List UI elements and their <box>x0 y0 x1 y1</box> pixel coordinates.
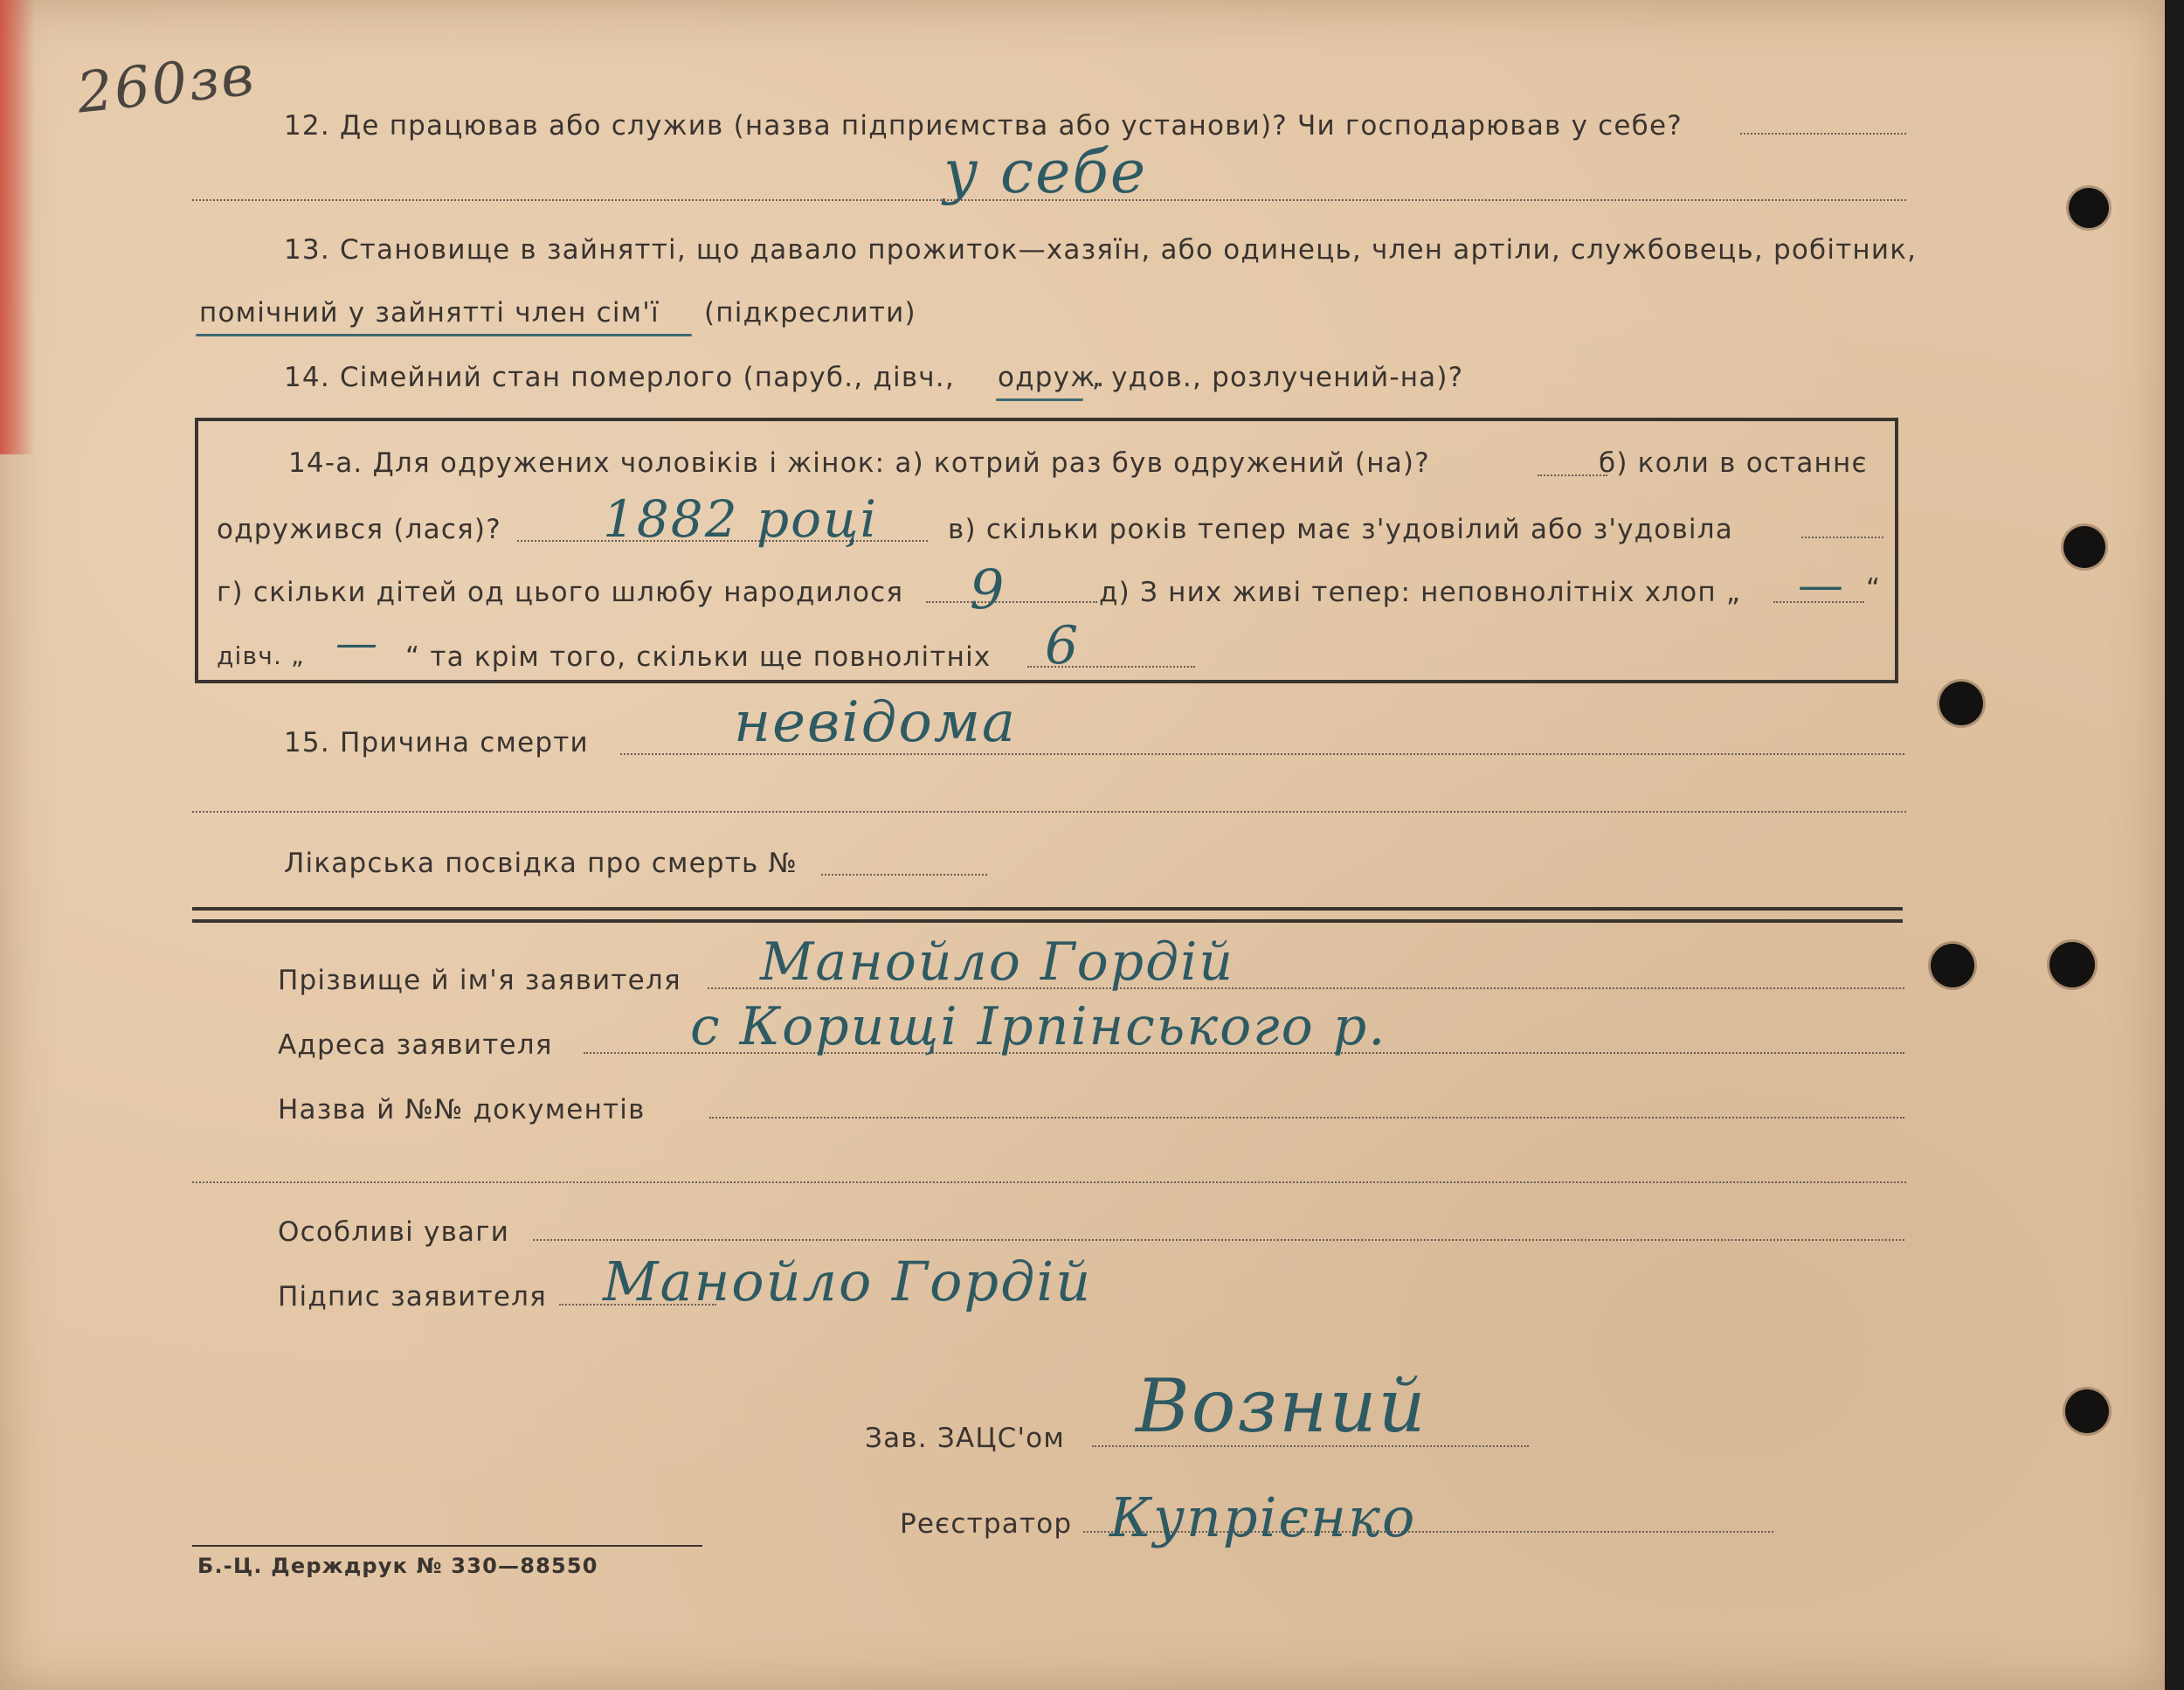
q14a-answer-adults: 6 <box>1045 615 1081 676</box>
q12-line-end <box>1740 133 1906 135</box>
imprint-rule <box>192 1545 702 1547</box>
remarks-line <box>533 1239 1904 1241</box>
punch-hole <box>2065 1389 2109 1433</box>
q14a-line3-a: г) скільки дітей од цього шлюбу народилося <box>217 577 904 608</box>
q14a-children-line <box>926 601 1097 603</box>
q15-label: 15. Причина смерти <box>284 727 589 758</box>
punch-hole <box>2049 942 2095 987</box>
medical-cert-line <box>821 874 987 876</box>
q14-underline-mark <box>996 398 1083 401</box>
registrar-label: Реєстратор <box>900 1508 1073 1540</box>
q15-line-2 <box>192 811 1906 813</box>
separator-rule-1 <box>192 907 1903 911</box>
q14a-answer-boys: — <box>1798 559 1845 612</box>
applicant-documents-line-2 <box>192 1181 1906 1183</box>
q14a-line3-c: “ <box>1866 573 1882 605</box>
q14a-line4-a: дівч. „ <box>217 641 305 670</box>
q13-label-line1: 13. Становище в зайнятті, що давало прожиток—хазяїн, або одинець, член артіли, службовець, робітник, <box>284 234 1918 266</box>
applicant-signature-label: Підпис заявителя <box>278 1281 548 1313</box>
q14a-line3-b: д) З них живі тепер: неповнолітніх хлоп „ <box>1099 577 1742 608</box>
q14a-line2-b: в) скільки років тепер має з'удовілий або з'удовіла <box>948 514 1733 545</box>
q13-underlined-option: помічний у зайнятті член сім'ї <box>199 297 660 329</box>
q14-underlined-option: одруж. <box>998 362 1106 393</box>
q14a-line4-b: “ та крім того, скільки ще повнолітніх <box>405 641 992 673</box>
q14a-years-line <box>1801 537 1883 538</box>
q14a-times-married-line <box>1538 474 1607 476</box>
applicant-signature-value: Манойло Гордій <box>603 1250 1093 1313</box>
q13-underline-mark <box>196 334 692 336</box>
punch-hole <box>2063 526 2105 568</box>
applicant-address-value: с Корищі Ірпінського р. <box>690 996 1387 1057</box>
separator-rule-2 <box>192 919 1903 923</box>
red-edge-stain <box>0 0 35 454</box>
q14a-answer-children: 9 <box>970 558 1006 621</box>
applicant-name-label: Прізвище й ім'я заявителя <box>278 965 681 996</box>
applicant-documents-line <box>709 1117 1904 1119</box>
punch-hole <box>2069 188 2109 228</box>
q13-label-rest: (підкреслити) <box>704 297 916 329</box>
q14a-answer-year: 1882 році <box>603 489 879 549</box>
q12-label: 12. Де працював або служив (назва підприємства або установи)? Чи господарював у себе? <box>284 110 1683 142</box>
q14a-answer-girls: — <box>335 619 379 668</box>
q14a-line1-a: 14-а. Для одружених чоловіків і жінок: а) котрий раз був одружений (на)? <box>288 447 1430 479</box>
printer-imprint: Б.-Ц. Держдрук № 330—88550 <box>197 1554 598 1578</box>
punch-hole <box>1939 682 1983 725</box>
applicant-name-value: Манойло Гордій <box>760 932 1235 993</box>
q14-label-prefix: 14. Сімейний стан померлого (паруб., дівч., <box>284 362 955 393</box>
punch-hole <box>1931 944 1974 987</box>
q14a-line2-a: одружився (лася)? <box>217 514 501 545</box>
head-signature: Возний <box>1136 1363 1427 1449</box>
archive-mark: 260зв <box>73 43 259 127</box>
q14a-line1-b: б) коли в останнє <box>1599 447 1868 479</box>
remarks-label: Особливі уваги <box>278 1216 510 1248</box>
registrar-signature: Купрієнко <box>1109 1486 1417 1549</box>
applicant-address-label: Адреса заявителя <box>278 1029 553 1061</box>
applicant-documents-label: Назва й №№ документів <box>278 1094 646 1126</box>
head-label: Зав. ЗАЦС'ом <box>865 1423 1065 1454</box>
medical-cert-label: Лікарська посвідка про смерть № <box>284 848 798 879</box>
q14-label-suffix: , удов., розлучений-на)? <box>1092 362 1464 393</box>
q12-answer: у себе <box>943 138 1148 207</box>
q12-answer-line <box>192 199 1906 201</box>
q15-answer: невідома <box>734 690 1018 755</box>
